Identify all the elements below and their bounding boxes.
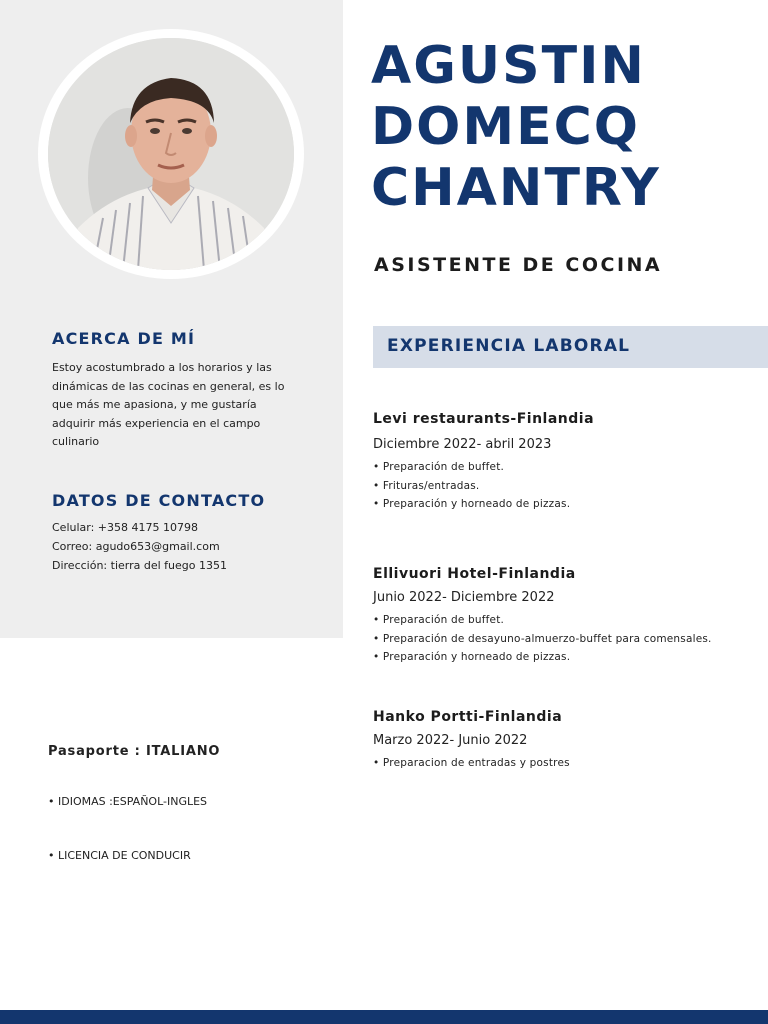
first-name: AGUSTIN — [371, 36, 646, 96]
contact-address: Dirección: tierra del fuego 1351 — [52, 558, 227, 572]
job-bullet: • Frituras/entradas. — [373, 479, 480, 492]
about-text: Estoy acostumbrado a los horarios y las dinámicas de las cocinas en general, es lo que más me apasiona, y me gustaría adquirir más experiencia en el campo culinario — [52, 361, 285, 448]
job-entry — [373, 411, 768, 514]
languages-item: • IDIOMAS :ESPAÑOL-INGLES — [48, 795, 208, 808]
job-entry — [373, 709, 768, 773]
footer-bar — [0, 1010, 768, 1024]
contact-email: Correo: agudo653@gmail.com — [52, 539, 220, 553]
last-name-2: CHANTRY — [371, 158, 661, 218]
job-bullet: • Preparación de desayuno-almuerzo-buffet para comensales. — [373, 632, 712, 645]
job-bullet: • Preparacion de entradas y postres — [373, 757, 570, 769]
contact-heading: DATOS DE CONTACTO — [52, 491, 266, 510]
contact-phone: Celular: +358 4175 10798 — [52, 521, 198, 534]
job-title: ASISTENTE DE COCINA — [374, 254, 663, 276]
contact-list — [52, 519, 227, 575]
job-dates: Diciembre 2022- abril 2023 — [373, 437, 552, 452]
job-bullets — [373, 611, 768, 667]
about-heading: ACERCA DE MÍ — [52, 329, 196, 348]
job-bullets — [373, 754, 768, 773]
experience-banner — [373, 326, 768, 368]
job-entry — [373, 566, 768, 667]
full-name — [371, 36, 661, 219]
job-company: Levi restaurants-Finlandia — [373, 411, 595, 427]
person-portrait — [48, 38, 294, 270]
profile-photo — [48, 38, 294, 270]
job-company: Hanko Portti-Finlandia — [373, 709, 563, 725]
job-company: Ellivuori Hotel-Finlandia — [373, 566, 576, 582]
job-bullet: • Preparación y horneado de pizzas. — [373, 651, 571, 663]
experience-heading: EXPERIENCIA LABORAL — [387, 336, 631, 356]
job-bullets — [373, 458, 768, 514]
job-dates: Marzo 2022- Junio 2022 — [373, 733, 528, 748]
last-name-1: DOMECQ — [371, 97, 641, 157]
job-bullet: • Preparación y horneado de pizzas. — [373, 498, 571, 510]
job-dates: Junio 2022- Diciembre 2022 — [373, 590, 555, 605]
license-item: • LICENCIA DE CONDUCIR — [48, 849, 191, 862]
passport-info: Pasaporte : ITALIANO — [48, 744, 221, 759]
job-bullet: • Preparación de buffet. — [373, 614, 505, 626]
job-bullet: • Preparación de buffet. — [373, 461, 505, 473]
